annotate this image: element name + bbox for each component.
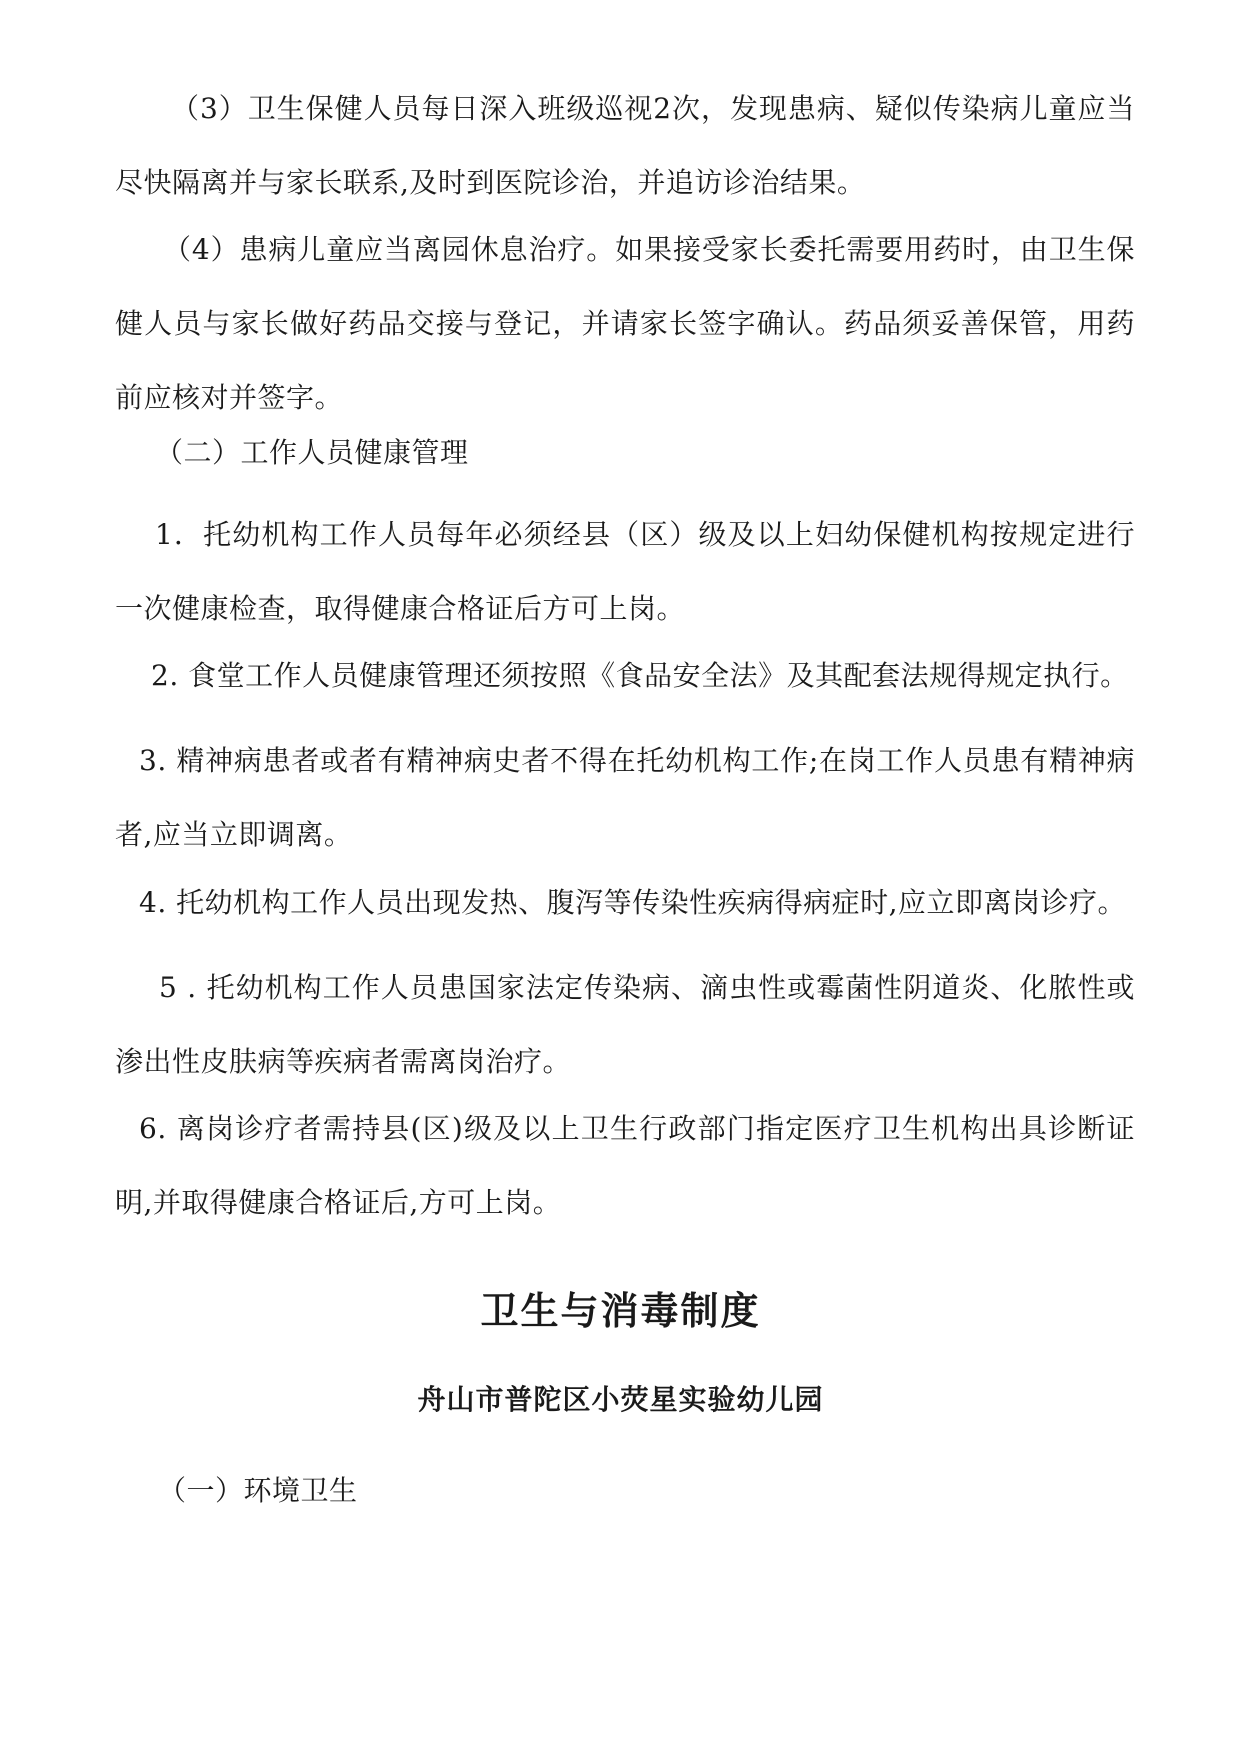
paragraph-staff-5: 5 . 托幼机构工作人员患国家法定传染病、滴虫性或霉菌性阴道炎、化脓性或渗出性皮肤病等疾病者需离岗治疗。 (115, 971, 1135, 1078)
subheading-staff-health: （二）工作人员健康管理 (155, 436, 469, 469)
paragraph-staff-1: 1．托幼机构工作人员每年必须经县（区）级及以上妇幼保健机构按规定进行一次健康检查，取得健康合格证后方可上岗。 (115, 518, 1135, 625)
paragraph-staff-6: 6. 离岗诊疗者需持县(区)级及以上卫生行政部门指定医疗卫生机构出具诊断证明,并取得健康合格证后,方可上岗。 (115, 1112, 1135, 1219)
subheading-environment: （一）环境卫生 (158, 1474, 358, 1507)
paragraph-staff-4: 4. 托幼机构工作人员出现发热、腹泻等传染性疾病得病症时,应立即离岗诊疗。 (139, 886, 1127, 919)
paragraph-item-3: （3）卫生保健人员每日深入班级巡视2次，发现患病、疑似传染病儿童应当尽快隔离并与家长联系,及时到医院诊治，并追访诊治结果。 (115, 92, 1135, 199)
institution-name: 舟山市普陀区小荧星实验幼儿园 (417, 1383, 824, 1416)
paragraph-item-4: （4）患病儿童应当离园休息治疗。如果接受家长委托需要用药时，由卫生保健人员与家长做好药品交接与登记，并请家长签字确认。药品须妥善保管，用药前应核对并签字。 (115, 233, 1135, 414)
paragraph-staff-3: 3. 精神病患者或者有精神病史者不得在托幼机构工作;在岗工作人员患有精神病者,应当立即调离。 (115, 744, 1135, 851)
section-title: 卫生与消毒制度 (480, 1289, 761, 1333)
paragraph-staff-2: 2. 食堂工作人员健康管理还须按照《食品安全法》及其配套法规得规定执行。 (151, 659, 1129, 692)
